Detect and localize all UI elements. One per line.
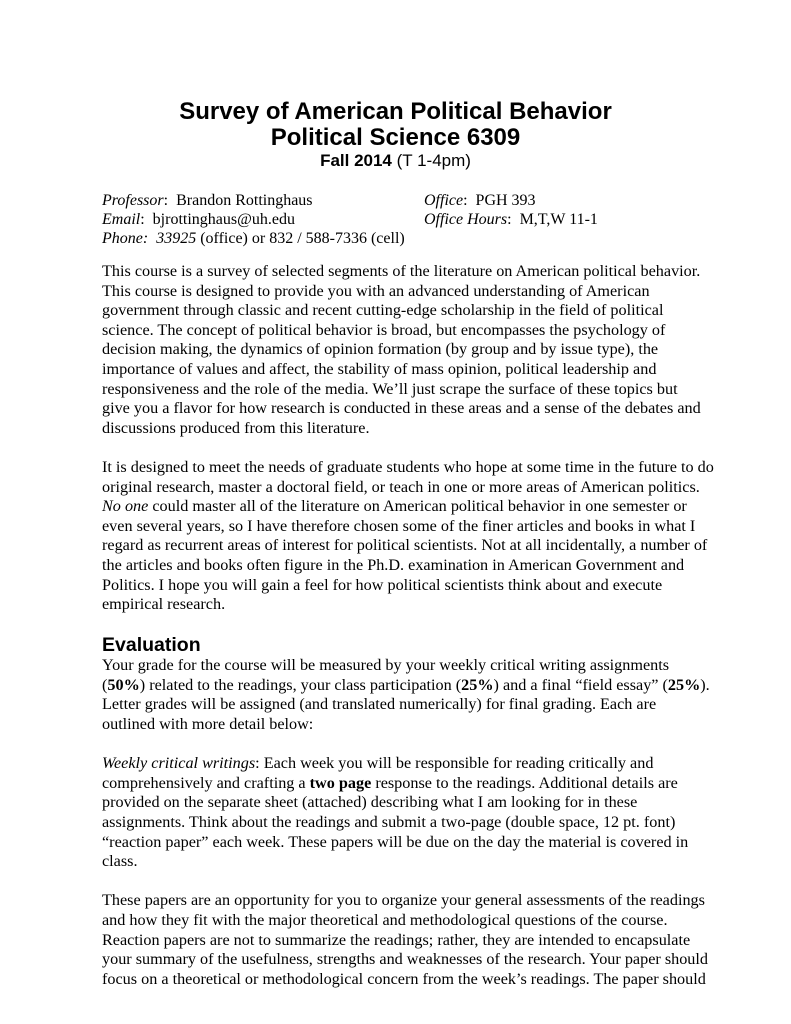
text-segment: : Each week you will be responsible for reading critically and	[255, 754, 654, 773]
intro-paragraphs	[102, 262, 714, 615]
text-line	[102, 891, 705, 911]
text-segment: regard as recurrent areas of interest for political scientists. Not at all incidentally, a number of	[102, 536, 708, 555]
text-line	[102, 793, 702, 813]
paragraph	[102, 754, 702, 872]
text-segment: ).	[700, 675, 710, 694]
text-line	[102, 675, 710, 696]
text-line	[102, 517, 702, 537]
text-line	[102, 478, 702, 498]
text-segment: original research, master a doctoral field, or teach in one or more areas of American politics.	[102, 477, 700, 496]
email-label: Email	[102, 211, 141, 228]
meeting-time: (T 1-4pm)	[396, 151, 471, 170]
phone-rest: (office) or 832 / 588-7336 (cell)	[200, 230, 405, 247]
text-line	[102, 321, 702, 341]
text-segment: These papers are an opportunity for you to organize your general assessments of the readings	[102, 891, 705, 910]
text-segment: give you a flavor for how research is conducted in these areas and a sense of the debates and	[102, 399, 701, 418]
text-segment: discussions produced from this literature.	[102, 418, 370, 437]
text-segment: 50%	[107, 675, 140, 694]
office-label: Office	[424, 192, 464, 209]
term: Fall 2014	[320, 151, 392, 170]
text-line	[102, 380, 702, 400]
text-line	[102, 833, 702, 853]
text-line	[102, 950, 708, 970]
phone-office: 33925	[156, 230, 197, 247]
text-segment: two page	[309, 773, 372, 792]
text-segment: ) and a final “field essay” (	[493, 675, 668, 694]
text-segment: 25%	[667, 675, 701, 694]
paragraph	[102, 891, 708, 989]
office-info	[424, 191, 598, 229]
term-line	[0, 151, 791, 171]
text-segment: It is designed to meet the needs of graduate students who hope at some time in the future to do	[102, 457, 714, 476]
text-line	[102, 556, 702, 576]
text-segment: the articles and books often figure in the Ph.D. examination in American Government and	[102, 555, 685, 574]
text-segment: response to the readings. Additional details are	[371, 773, 678, 792]
text-line	[102, 536, 708, 556]
text-segment: provided on the separate sheet (attached) describing what I am looking for in these	[102, 793, 638, 812]
text-segment: decision making, the dynamics of opinion formation (by group and by issue type), the	[102, 340, 659, 359]
text-line	[102, 282, 702, 302]
text-line	[102, 340, 702, 360]
contact-info	[102, 191, 405, 248]
text-segment: outlined with more detail below:	[102, 715, 314, 734]
text-line	[102, 813, 702, 833]
text-line	[102, 715, 702, 735]
text-segment: This course is designed to provide you with an advanced understanding of American	[102, 281, 650, 300]
text-segment: science. The concept of political behavior is broad, but encompasses the psychology of	[102, 320, 666, 339]
text-line	[102, 419, 702, 439]
text-segment: Weekly critical writings	[102, 754, 256, 773]
text-segment: (	[102, 675, 108, 694]
office-line: Office: PGH 393	[424, 192, 536, 209]
text-line	[102, 262, 702, 282]
text-segment: focus on a theoretical or methodological concern from the week’s readings. The paper should	[102, 969, 706, 988]
text-segment: Your grade for the course will be measured by your weekly critical writing assignments	[102, 656, 670, 675]
text-line	[102, 360, 702, 380]
text-segment: and how they fit with the major theoretical and methodological questions of the course.	[102, 911, 668, 929]
document-body	[102, 262, 714, 1009]
phone-line	[102, 229, 405, 248]
course-number: Political Science 6309	[270, 124, 521, 151]
text-line	[102, 656, 702, 676]
section-heading-evaluation: Evaluation	[102, 634, 201, 657]
text-segment: government through classic and recent cutting-edge scholarship in the field of political	[102, 301, 664, 320]
text-line	[102, 301, 702, 321]
text-segment: assignments. Think about the readings and submit a two-page (double space, 12 pt. font)	[102, 813, 676, 832]
text-line	[102, 754, 702, 774]
paragraph	[102, 656, 710, 734]
text-line	[102, 399, 702, 419]
text-line	[102, 595, 702, 615]
hours-line: Office Hours: M,T,W 11-1	[424, 211, 598, 228]
text-segment: could master all of the literature on American political behavior in one semester or	[148, 497, 687, 516]
text-segment: Reaction papers are not to summarize the readings; rather, they are intended to encapsulate	[102, 930, 691, 949]
phone-label: Phone:	[102, 230, 149, 247]
paragraph	[102, 262, 702, 438]
text-segment: Letter grades will be assigned (and translated numerically) for final grading. Each are	[102, 695, 657, 714]
office-room: PGH 393	[475, 192, 536, 209]
text-segment: No one	[102, 497, 149, 516]
document-title: Survey of American Political Behavior	[179, 98, 612, 125]
text-segment: This course is a survey of selected segments of the literature on American political behavior.	[102, 262, 701, 280]
professor-label: Professor	[102, 192, 164, 209]
text-segment: 25%	[461, 675, 494, 694]
hours-label: Office Hours	[424, 211, 508, 228]
text-line	[102, 774, 702, 794]
text-line	[102, 969, 706, 990]
email-address: bjrottinghaus@uh.edu	[152, 211, 295, 228]
email-line: Email: bjrottinghaus@uh.edu	[102, 211, 295, 228]
text-segment: your summary of the usefulness, strengths and weaknesses of the research. Your paper should	[102, 950, 708, 969]
text-segment: ) related to the readings, your class participation (	[139, 675, 462, 694]
text-line	[102, 911, 702, 931]
text-segment: responsiveness and the role of the media. We’ll just scrape the surface of these topics but	[102, 379, 678, 398]
text-segment: importance of values and affect, the stability of mass opinion, political leadership and	[102, 359, 657, 378]
text-line	[102, 457, 714, 478]
office-hours: M,T,W 11-1	[519, 211, 598, 228]
text-line	[102, 931, 702, 951]
text-line	[102, 576, 702, 596]
text-segment: class.	[102, 852, 138, 871]
evaluation-paragraphs	[102, 656, 710, 989]
text-line	[102, 852, 702, 872]
text-line	[102, 497, 702, 517]
text-line	[102, 695, 702, 715]
text-segment: even several years, so I have therefore chosen some of the finer articles and books in what I	[102, 516, 696, 535]
text-segment: “reaction paper” each week. These papers will be due on the day the material is covered in	[102, 832, 689, 851]
paragraph	[102, 457, 714, 615]
text-segment: comprehensively and crafting a	[102, 773, 310, 792]
text-segment: Politics. I hope you will gain a feel for how political scientists think about and execute	[102, 575, 663, 594]
text-segment: empirical research.	[102, 595, 226, 614]
professor-line: Professor: Brandon Rottinghaus	[102, 192, 313, 209]
professor-name: Brandon Rottinghaus	[176, 192, 313, 209]
